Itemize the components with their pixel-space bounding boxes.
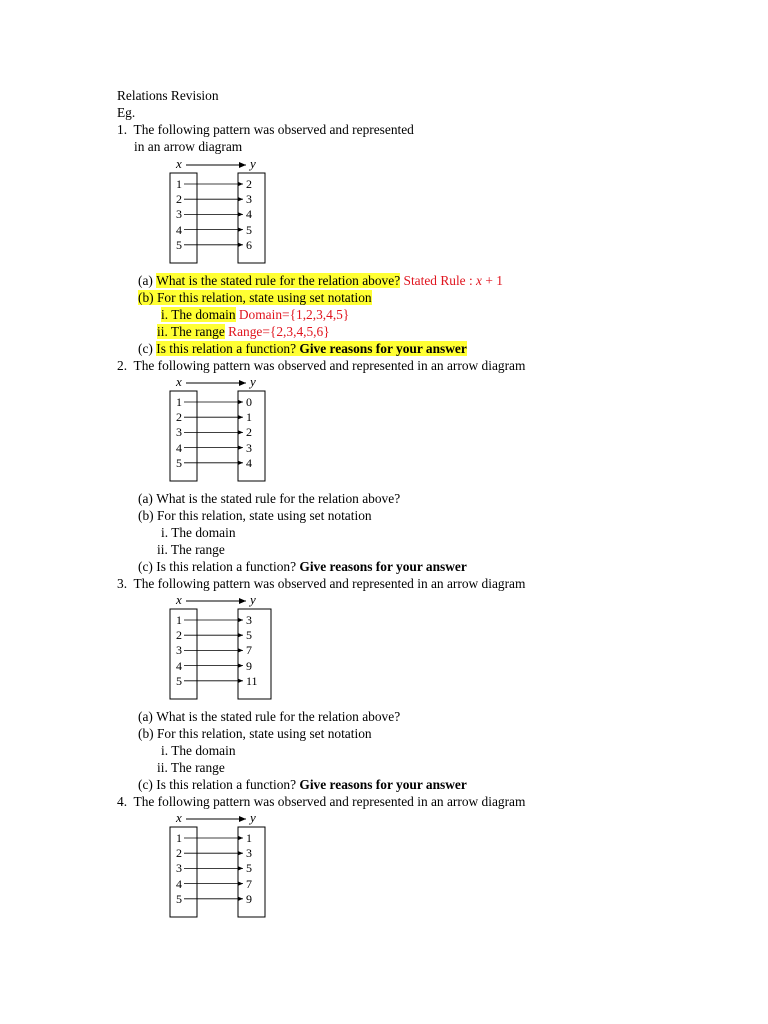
q1-part-a: (a) What is the stated rule for the relation above? Stated Rule : x + 1 (138, 273, 503, 288)
q1-arrow-diagram (166, 157, 286, 257)
range-value: 3 (246, 846, 252, 861)
domain-value: 2 (176, 628, 182, 643)
q1-part-b-i: i. The domain Domain={1,2,3,4,5} (161, 307, 350, 322)
domain-value: 5 (176, 891, 182, 906)
domain-value: 3 (176, 207, 182, 222)
x-axis-label: x (176, 374, 182, 389)
q1-part-c: (c) Is this relation a function? Give reasons for your answer (138, 341, 467, 356)
domain-value: 4 (176, 440, 182, 455)
q3-arrow-diagram (166, 593, 286, 693)
arrow-diagram-svg (166, 593, 286, 709)
arrow-diagram-svg (166, 375, 286, 491)
example-label: Eg. (117, 105, 136, 120)
q1-question-a: What is the stated rule for the relation above? (156, 273, 401, 288)
q1-answer-range: Range={2,3,4,5,6} (228, 324, 330, 339)
domain-value: 1 (176, 177, 182, 191)
y-axis-label: y (250, 156, 256, 171)
domain-box (170, 827, 197, 917)
range-value: 7 (246, 876, 252, 891)
q1-lead: 1. The following pattern was observed and represented (117, 122, 414, 137)
range-value: 5 (246, 222, 252, 237)
q2-lead: 2. The following pattern was observed and represented in an arrow diagram (117, 358, 526, 373)
domain-box (170, 391, 197, 481)
domain-value: 4 (176, 876, 182, 891)
q1-part-b-ii: ii. The range Range={2,3,4,5,6} (157, 324, 330, 339)
domain-value: 1 (176, 613, 182, 627)
domain-value: 4 (176, 658, 182, 673)
domain-value: 3 (176, 643, 182, 658)
q3-part-a: (a) What is the stated rule for the relation above? (138, 709, 401, 724)
domain-value: 5 (176, 673, 182, 688)
range-value: 2 (246, 425, 252, 440)
range-value: 1 (246, 831, 252, 845)
range-value: 9 (246, 891, 252, 906)
q3-part-c: (c) Is this relation a function? Give reasons for your answer (138, 777, 467, 792)
arrow-diagram-svg (166, 811, 286, 927)
range-value: 7 (246, 643, 252, 658)
q3-lead: 3. The following pattern was observed and represented in an arrow diagram (117, 576, 526, 591)
q4-arrow-diagram (166, 811, 286, 911)
domain-value: 2 (176, 410, 182, 425)
y-axis-label: y (250, 810, 256, 825)
domain-value: 1 (176, 831, 182, 845)
range-value: 6 (246, 237, 252, 252)
x-axis-label: x (176, 592, 182, 607)
q1-lead-cont: in an arrow diagram (134, 139, 243, 154)
range-value: 3 (246, 613, 252, 627)
range-value: 5 (246, 628, 252, 643)
range-value: 3 (246, 192, 252, 207)
q1-answer-domain: Domain={1,2,3,4,5} (238, 307, 350, 322)
y-axis-label: y (250, 592, 256, 607)
range-value: 4 (246, 455, 252, 470)
q2-part-b: (b) For this relation, state using set notation (138, 508, 372, 523)
q2-arrow-diagram (166, 375, 286, 475)
page-title: Relations Revision (117, 88, 219, 103)
domain-value: 5 (176, 455, 182, 470)
range-value: 2 (246, 177, 252, 191)
range-value: 5 (246, 861, 252, 876)
x-axis-label: x (176, 810, 182, 825)
q2-part-c: (c) Is this relation a function? Give reasons for your answer (138, 559, 467, 574)
range-value: 1 (246, 410, 252, 425)
q1-answer-a: Stated Rule : x + 1 (403, 273, 503, 288)
range-value: 0 (246, 395, 252, 409)
q1-part-b: (b) For this relation, state using set notation (138, 290, 372, 305)
q2-part-b-ii: ii. The range (157, 542, 225, 557)
q4-lead: 4. The following pattern was observed and represented in an arrow diagram (117, 794, 526, 809)
range-value: 3 (246, 440, 252, 455)
domain-value: 3 (176, 861, 182, 876)
arrow-diagram-svg (166, 157, 286, 273)
q3-part-b: (b) For this relation, state using set notation (138, 726, 372, 741)
y-axis-label: y (250, 374, 256, 389)
q3-part-b-i: i. The domain (161, 743, 236, 758)
q2-part-a: (a) What is the stated rule for the relation above? (138, 491, 401, 506)
range-value: 9 (246, 658, 252, 673)
domain-value: 3 (176, 425, 182, 440)
domain-value: 1 (176, 395, 182, 409)
domain-box (170, 609, 197, 699)
range-value: 11 (246, 673, 258, 688)
domain-value: 2 (176, 846, 182, 861)
domain-box (170, 173, 197, 263)
x-axis-label: x (176, 156, 182, 171)
q2-part-b-i: i. The domain (161, 525, 236, 540)
range-value: 4 (246, 207, 252, 222)
domain-value: 5 (176, 237, 182, 252)
domain-value: 2 (176, 192, 182, 207)
q3-part-b-ii: ii. The range (157, 760, 225, 775)
domain-value: 4 (176, 222, 182, 237)
